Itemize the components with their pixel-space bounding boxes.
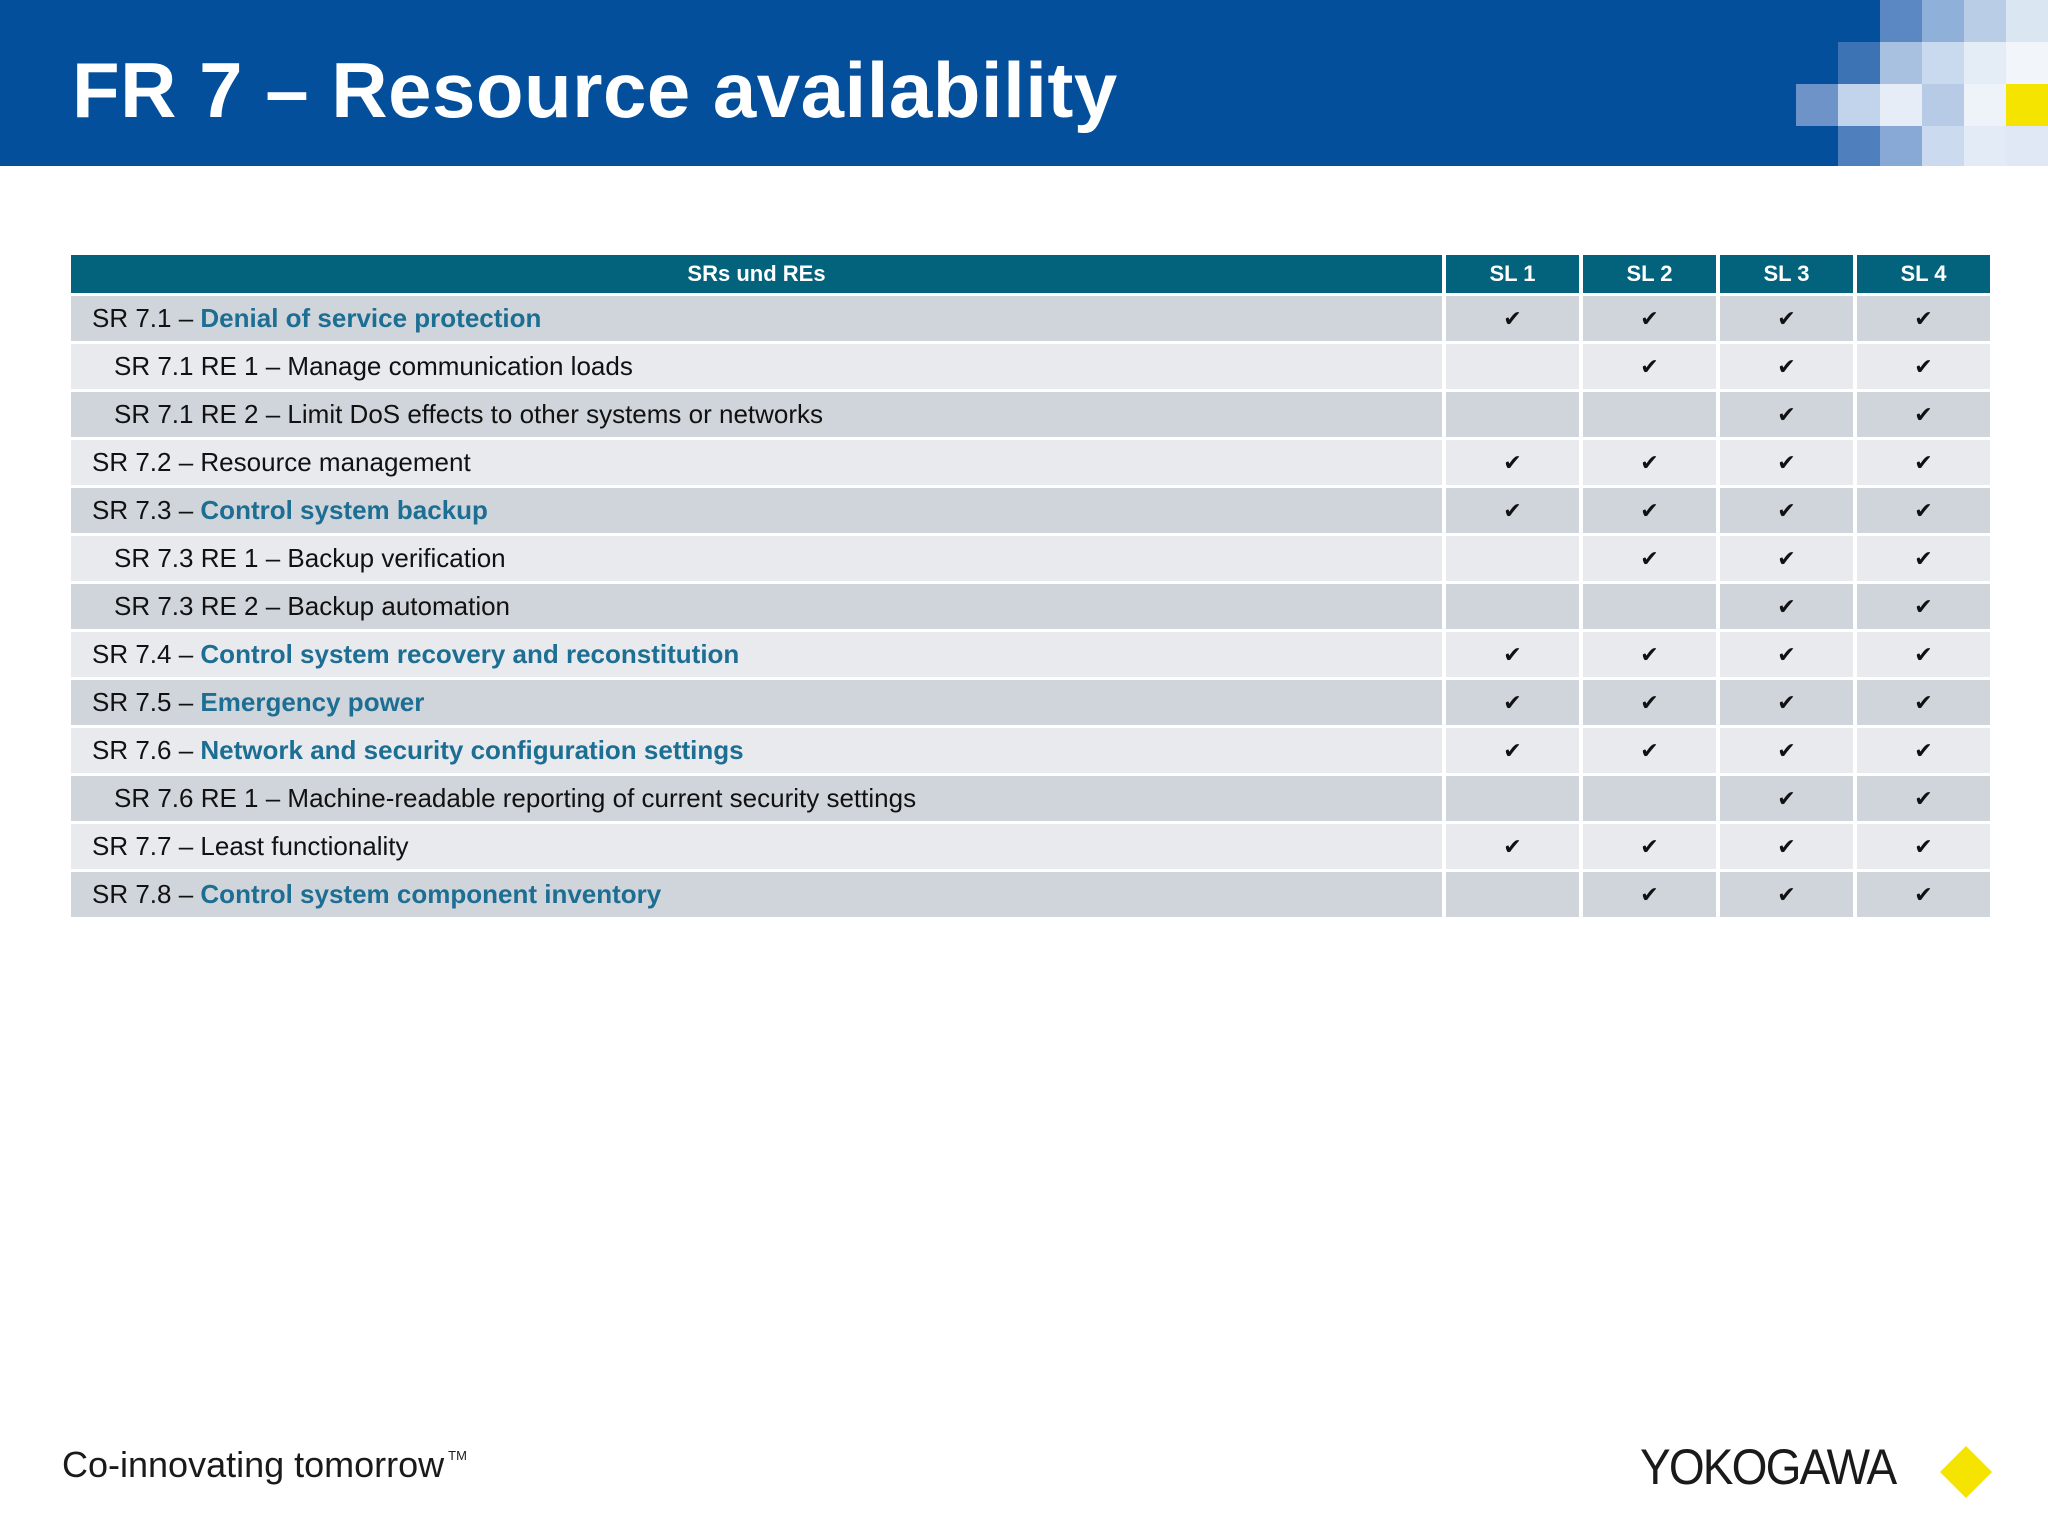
sl3-cell (1720, 440, 1853, 485)
requirement-name: Resource management (200, 447, 471, 477)
requirement-name: Backup automation (287, 591, 511, 621)
requirement-name: Manage communication loads (287, 351, 633, 381)
requirement-cell (71, 776, 1442, 821)
requirement-code: SR 7.7 – (92, 831, 201, 861)
sl2-cell (1583, 632, 1716, 677)
sl4-cell (1857, 776, 1990, 821)
sl3-cell (1720, 872, 1853, 917)
requirement-cell (71, 824, 1442, 869)
check-icon: ✔ (1640, 306, 1659, 331)
sl3-cell (1720, 680, 1853, 725)
requirement-code: SR 7.3 RE 2 – (114, 591, 288, 621)
check-icon: ✔ (1914, 498, 1933, 523)
check-icon: ✔ (1503, 450, 1522, 475)
sl1-cell (1446, 728, 1579, 773)
requirement-link[interactable]: Denial of service protection (200, 303, 542, 333)
header-sl2: SL 2 (1583, 255, 1716, 293)
check-icon: ✔ (1914, 834, 1933, 859)
requirement-name: Machine-readable reporting of current security settings (287, 783, 917, 813)
check-icon: ✔ (1640, 354, 1659, 379)
sl1-cell (1446, 392, 1579, 437)
sl2-cell (1583, 440, 1716, 485)
tagline (62, 1444, 467, 1486)
requirement-cell (71, 872, 1442, 917)
check-icon: ✔ (1503, 306, 1522, 331)
check-icon: ✔ (1914, 354, 1933, 379)
requirement-code: SR 7.3 – (92, 495, 201, 525)
header-sl4: SL 4 (1857, 255, 1990, 293)
check-icon: ✔ (1777, 834, 1796, 859)
tagline-text: Co-innovating tomorrow (62, 1444, 445, 1485)
check-icon: ✔ (1914, 786, 1933, 811)
check-icon: ✔ (1640, 882, 1659, 907)
requirement-link[interactable]: Control system recovery and reconstitution (200, 639, 740, 669)
requirement-cell (71, 440, 1442, 485)
check-icon: ✔ (1503, 642, 1522, 667)
check-icon: ✔ (1914, 882, 1933, 907)
check-icon: ✔ (1777, 594, 1796, 619)
sl1-cell (1446, 680, 1579, 725)
sl4-cell (1857, 632, 1990, 677)
requirement-code: SR 7.1 RE 2 – (114, 399, 288, 429)
requirement-link[interactable]: Control system component inventory (200, 879, 662, 909)
check-icon: ✔ (1503, 498, 1522, 523)
sl1-cell (1446, 488, 1579, 533)
check-icon: ✔ (1914, 738, 1933, 763)
sl2-cell (1583, 296, 1716, 341)
sl3-cell (1720, 584, 1853, 629)
sl1-cell (1446, 440, 1579, 485)
sl2-cell (1583, 536, 1716, 581)
check-icon: ✔ (1777, 786, 1796, 811)
requirement-name: Limit DoS effects to other systems or networks (287, 399, 824, 429)
sl2-cell (1583, 584, 1716, 629)
sl1-cell (1446, 296, 1579, 341)
check-icon: ✔ (1777, 498, 1796, 523)
requirements-grid (71, 255, 1990, 917)
sl3-cell (1720, 536, 1853, 581)
pixel-pattern-decoration (0, 0, 2048, 166)
sl4-cell (1857, 584, 1990, 629)
sl2-cell (1583, 392, 1716, 437)
logo-diamond-icon (1938, 1444, 1994, 1500)
check-icon: ✔ (1777, 450, 1796, 475)
check-icon: ✔ (1914, 594, 1933, 619)
requirement-cell (71, 488, 1442, 533)
sl2-cell (1583, 344, 1716, 389)
sl3-cell (1720, 776, 1853, 821)
slide-title: FR 7 – Resource availability (72, 46, 1118, 134)
sl3-cell (1720, 728, 1853, 773)
check-icon: ✔ (1640, 690, 1659, 715)
requirement-code: SR 7.1 – (92, 303, 201, 333)
requirement-code: SR 7.2 – (92, 447, 201, 477)
sl3-cell (1720, 632, 1853, 677)
requirement-cell (71, 680, 1442, 725)
check-icon: ✔ (1640, 642, 1659, 667)
sl1-cell (1446, 632, 1579, 677)
check-icon: ✔ (1503, 738, 1522, 763)
sl1-cell (1446, 776, 1579, 821)
sl2-cell (1583, 680, 1716, 725)
sl4-cell (1857, 392, 1990, 437)
requirement-link[interactable]: Control system backup (200, 495, 488, 525)
requirement-code: SR 7.8 – (92, 879, 201, 909)
requirement-code: SR 7.5 – (92, 687, 201, 717)
check-icon: ✔ (1640, 546, 1659, 571)
check-icon: ✔ (1640, 738, 1659, 763)
sl4-cell (1857, 488, 1990, 533)
trademark-mark: TM (448, 1448, 467, 1463)
sl3-cell (1720, 392, 1853, 437)
sl4-cell (1857, 680, 1990, 725)
requirement-link[interactable]: Emergency power (200, 687, 425, 717)
check-icon: ✔ (1777, 690, 1796, 715)
sl1-cell (1446, 824, 1579, 869)
sl4-cell (1857, 440, 1990, 485)
slide-header (0, 0, 2048, 166)
check-icon: ✔ (1777, 642, 1796, 667)
sl1-cell (1446, 344, 1579, 389)
requirement-cell (71, 632, 1442, 677)
check-icon: ✔ (1640, 498, 1659, 523)
check-icon: ✔ (1640, 834, 1659, 859)
sl3-cell (1720, 488, 1853, 533)
sl2-cell (1583, 728, 1716, 773)
check-icon: ✔ (1777, 882, 1796, 907)
requirement-code: SR 7.6 RE 1 – (114, 783, 288, 813)
sl1-cell (1446, 584, 1579, 629)
sl4-cell (1857, 872, 1990, 917)
check-icon: ✔ (1914, 450, 1933, 475)
requirement-code: SR 7.4 – (92, 639, 201, 669)
requirement-name: Backup verification (287, 543, 506, 573)
requirement-cell (71, 536, 1442, 581)
requirement-code: SR 7.1 RE 1 – (114, 351, 288, 381)
sl4-cell (1857, 536, 1990, 581)
sl4-cell (1857, 296, 1990, 341)
sl3-cell (1720, 344, 1853, 389)
header-sl3: SL 3 (1720, 255, 1853, 293)
check-icon: ✔ (1503, 834, 1522, 859)
requirement-cell (71, 296, 1442, 341)
requirement-cell (71, 392, 1442, 437)
sl4-cell (1857, 728, 1990, 773)
check-icon: ✔ (1777, 738, 1796, 763)
requirements-table (71, 255, 1990, 917)
requirement-code: SR 7.6 – (92, 735, 201, 765)
requirement-code: SR 7.3 RE 1 – (114, 543, 288, 573)
check-icon: ✔ (1914, 306, 1933, 331)
check-icon: ✔ (1914, 642, 1933, 667)
check-icon: ✔ (1914, 546, 1933, 571)
sl4-cell (1857, 824, 1990, 869)
check-icon: ✔ (1777, 354, 1796, 379)
requirement-name: Least functionality (200, 831, 409, 861)
requirement-cell (71, 728, 1442, 773)
header-requirements: SRs und REs (71, 255, 1442, 293)
company-logo: YOKOGAWA (1640, 1439, 1896, 1495)
sl1-cell (1446, 872, 1579, 917)
requirement-cell (71, 584, 1442, 629)
check-icon: ✔ (1777, 402, 1796, 427)
sl2-cell (1583, 872, 1716, 917)
sl1-cell (1446, 536, 1579, 581)
requirement-cell (71, 344, 1442, 389)
check-icon: ✔ (1777, 546, 1796, 571)
check-icon: ✔ (1777, 306, 1796, 331)
sl4-cell (1857, 344, 1990, 389)
sl2-cell (1583, 488, 1716, 533)
check-icon: ✔ (1503, 690, 1522, 715)
check-icon: ✔ (1914, 690, 1933, 715)
check-icon: ✔ (1640, 450, 1659, 475)
sl3-cell (1720, 824, 1853, 869)
requirement-link[interactable]: Network and security configuration settings (200, 735, 744, 765)
sl2-cell (1583, 776, 1716, 821)
header-sl1: SL 1 (1446, 255, 1579, 293)
check-icon: ✔ (1914, 402, 1933, 427)
sl3-cell (1720, 296, 1853, 341)
sl2-cell (1583, 824, 1716, 869)
